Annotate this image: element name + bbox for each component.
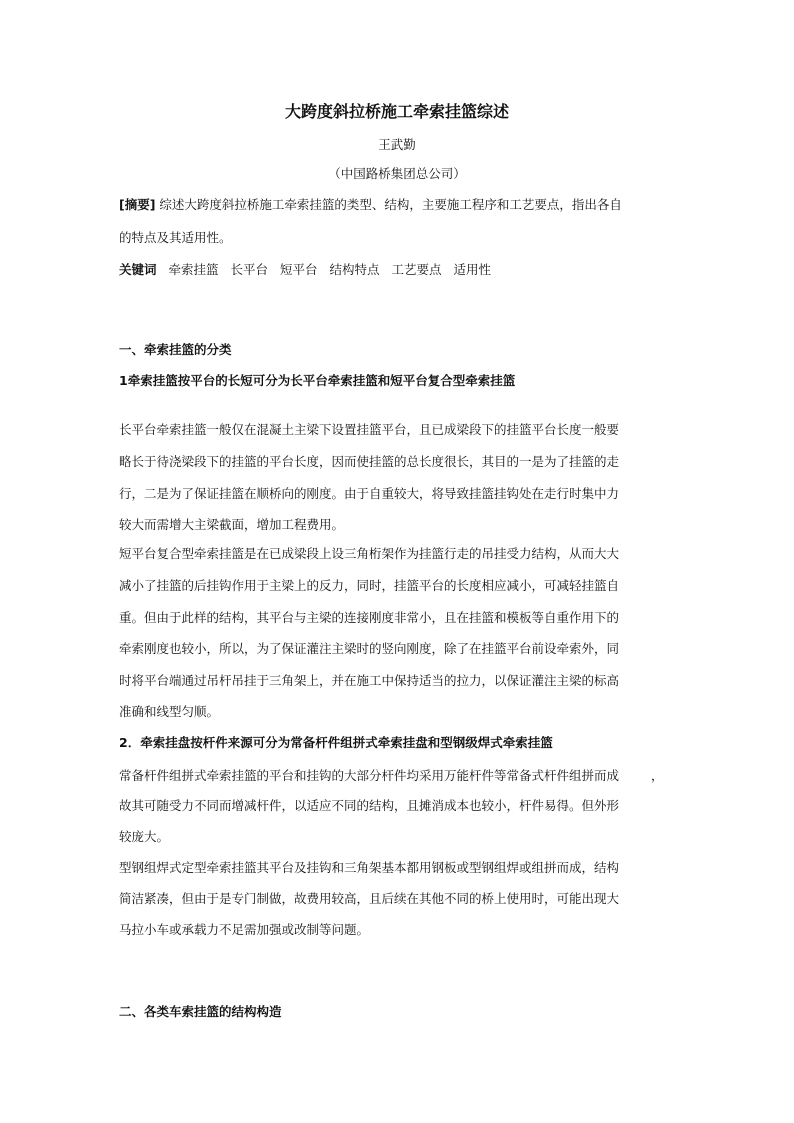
- paragraph-line: 短平台复合型牵索挂篮是在已成梁段上设三角桁架作为挂篮行走的吊挂受力结构，从而大大: [119, 546, 620, 561]
- paragraph-line: 型钢组焊式定型牵索挂篮其平台及挂钩和三角架基本都用钢板或型钢组焊或组拼而成，结构: [119, 860, 620, 875]
- paragraph-line: 重。但由于此样的结构，其平台与主梁的连接刚度非常小，且在挂篮和模板等自重作用下的: [119, 610, 620, 625]
- subsection-2-heading: 2．牵索挂盘按杆件来源可分为常备杆件组拼式牵索挂盘和型钢级焊式牵索挂篮: [119, 735, 553, 750]
- abstract-text-1: 综述大跨度斜拉桥施工牵索挂篮的类型、结构，主要施工程序和工艺要点，指出各自: [159, 197, 622, 212]
- paragraph-line: 较庞大。: [119, 829, 170, 844]
- paragraph-line: 行，二是为了保证挂篮在顺桥向的刚度。由于自重较大，将导致挂篮挂钩处在走行时集中力: [119, 486, 620, 501]
- author: 王武勤: [378, 137, 416, 152]
- paragraph-line: 较大而需增大主梁截面，增加工程费用。: [119, 517, 345, 532]
- abstract-line-2: 的特点及其适用性。: [119, 230, 232, 245]
- document-title: 大跨度斜拉桥施工牵索挂篮综述: [284, 102, 509, 121]
- keywords-label: 关键词: [119, 262, 157, 277]
- paragraph-line: 常备杆件组拼式牵索挂篮的平台和挂钩的大部分杆件均采用万能杆件等常备式杆件组拼而成: [119, 768, 620, 783]
- abstract-line-1: [119, 197, 679, 213]
- paragraph-line: 略长于待浇梁段下的挂篮的平台长度，因而使挂篮的总长度很长，其目的一是为了挂篮的走: [119, 454, 620, 469]
- paragraph-line: 马拉小车或承载力不足需加强或改制等问题。: [119, 922, 370, 937]
- paragraph-line: 时将平台端通过吊杆吊挂于三角架上，并在施工中保持适当的拉力，以保证灌注主梁的标高: [119, 673, 620, 688]
- keyword-item: 适用性: [453, 262, 492, 277]
- subsection-1-heading: 1牵索挂篮按平台的长短可分为长平台牵索挂篮和短平台复合型牵索挂篮: [119, 373, 516, 388]
- keyword-item: 牵索挂篮: [168, 262, 219, 277]
- section-1-heading: 一、牵索挂篮的分类: [119, 342, 232, 357]
- keyword-item: 结构特点: [329, 262, 380, 277]
- section-2-heading: 二、各类车索挂篮的结构构造: [119, 1004, 282, 1019]
- paragraph-line: 故其可随受力不同而增减杆件，以适应不同的结构，且摊消成本也较小，杆件易得。但外形: [119, 798, 620, 813]
- paragraph-line: 长平台牵索挂篮一般仅在混凝土主梁下设置挂篮平台，且已成梁段下的挂篮平台长度一般要: [119, 422, 620, 437]
- paragraph-line: 减小了挂篮的后挂钩作用于主梁上的反力，同时，挂篮平台的长度相应减小，可减轻挂篮自: [119, 578, 620, 593]
- keywords-line: [119, 262, 499, 278]
- paragraph-line: 简洁紧凑，但由于是专门制做，故费用较高，且后续在其他不同的桥上使用时，可能出现大: [119, 891, 620, 906]
- keyword-item: 短平台: [280, 262, 318, 277]
- paragraph-line: 准确和线型匀顺。: [119, 704, 220, 719]
- stray-comma: ，: [651, 768, 664, 783]
- keyword-item: 长平台: [230, 262, 269, 277]
- paragraph-line: 牵索刚度也较小，所以，为了保证灌注主梁时的竖向刚度，除了在挂篮平台前设牵索外，同: [119, 641, 620, 656]
- abstract-label: [摘要]: [119, 197, 156, 212]
- affiliation: （中国路桥集团总公司）: [328, 166, 466, 181]
- keyword-item: 工艺要点: [391, 262, 442, 277]
